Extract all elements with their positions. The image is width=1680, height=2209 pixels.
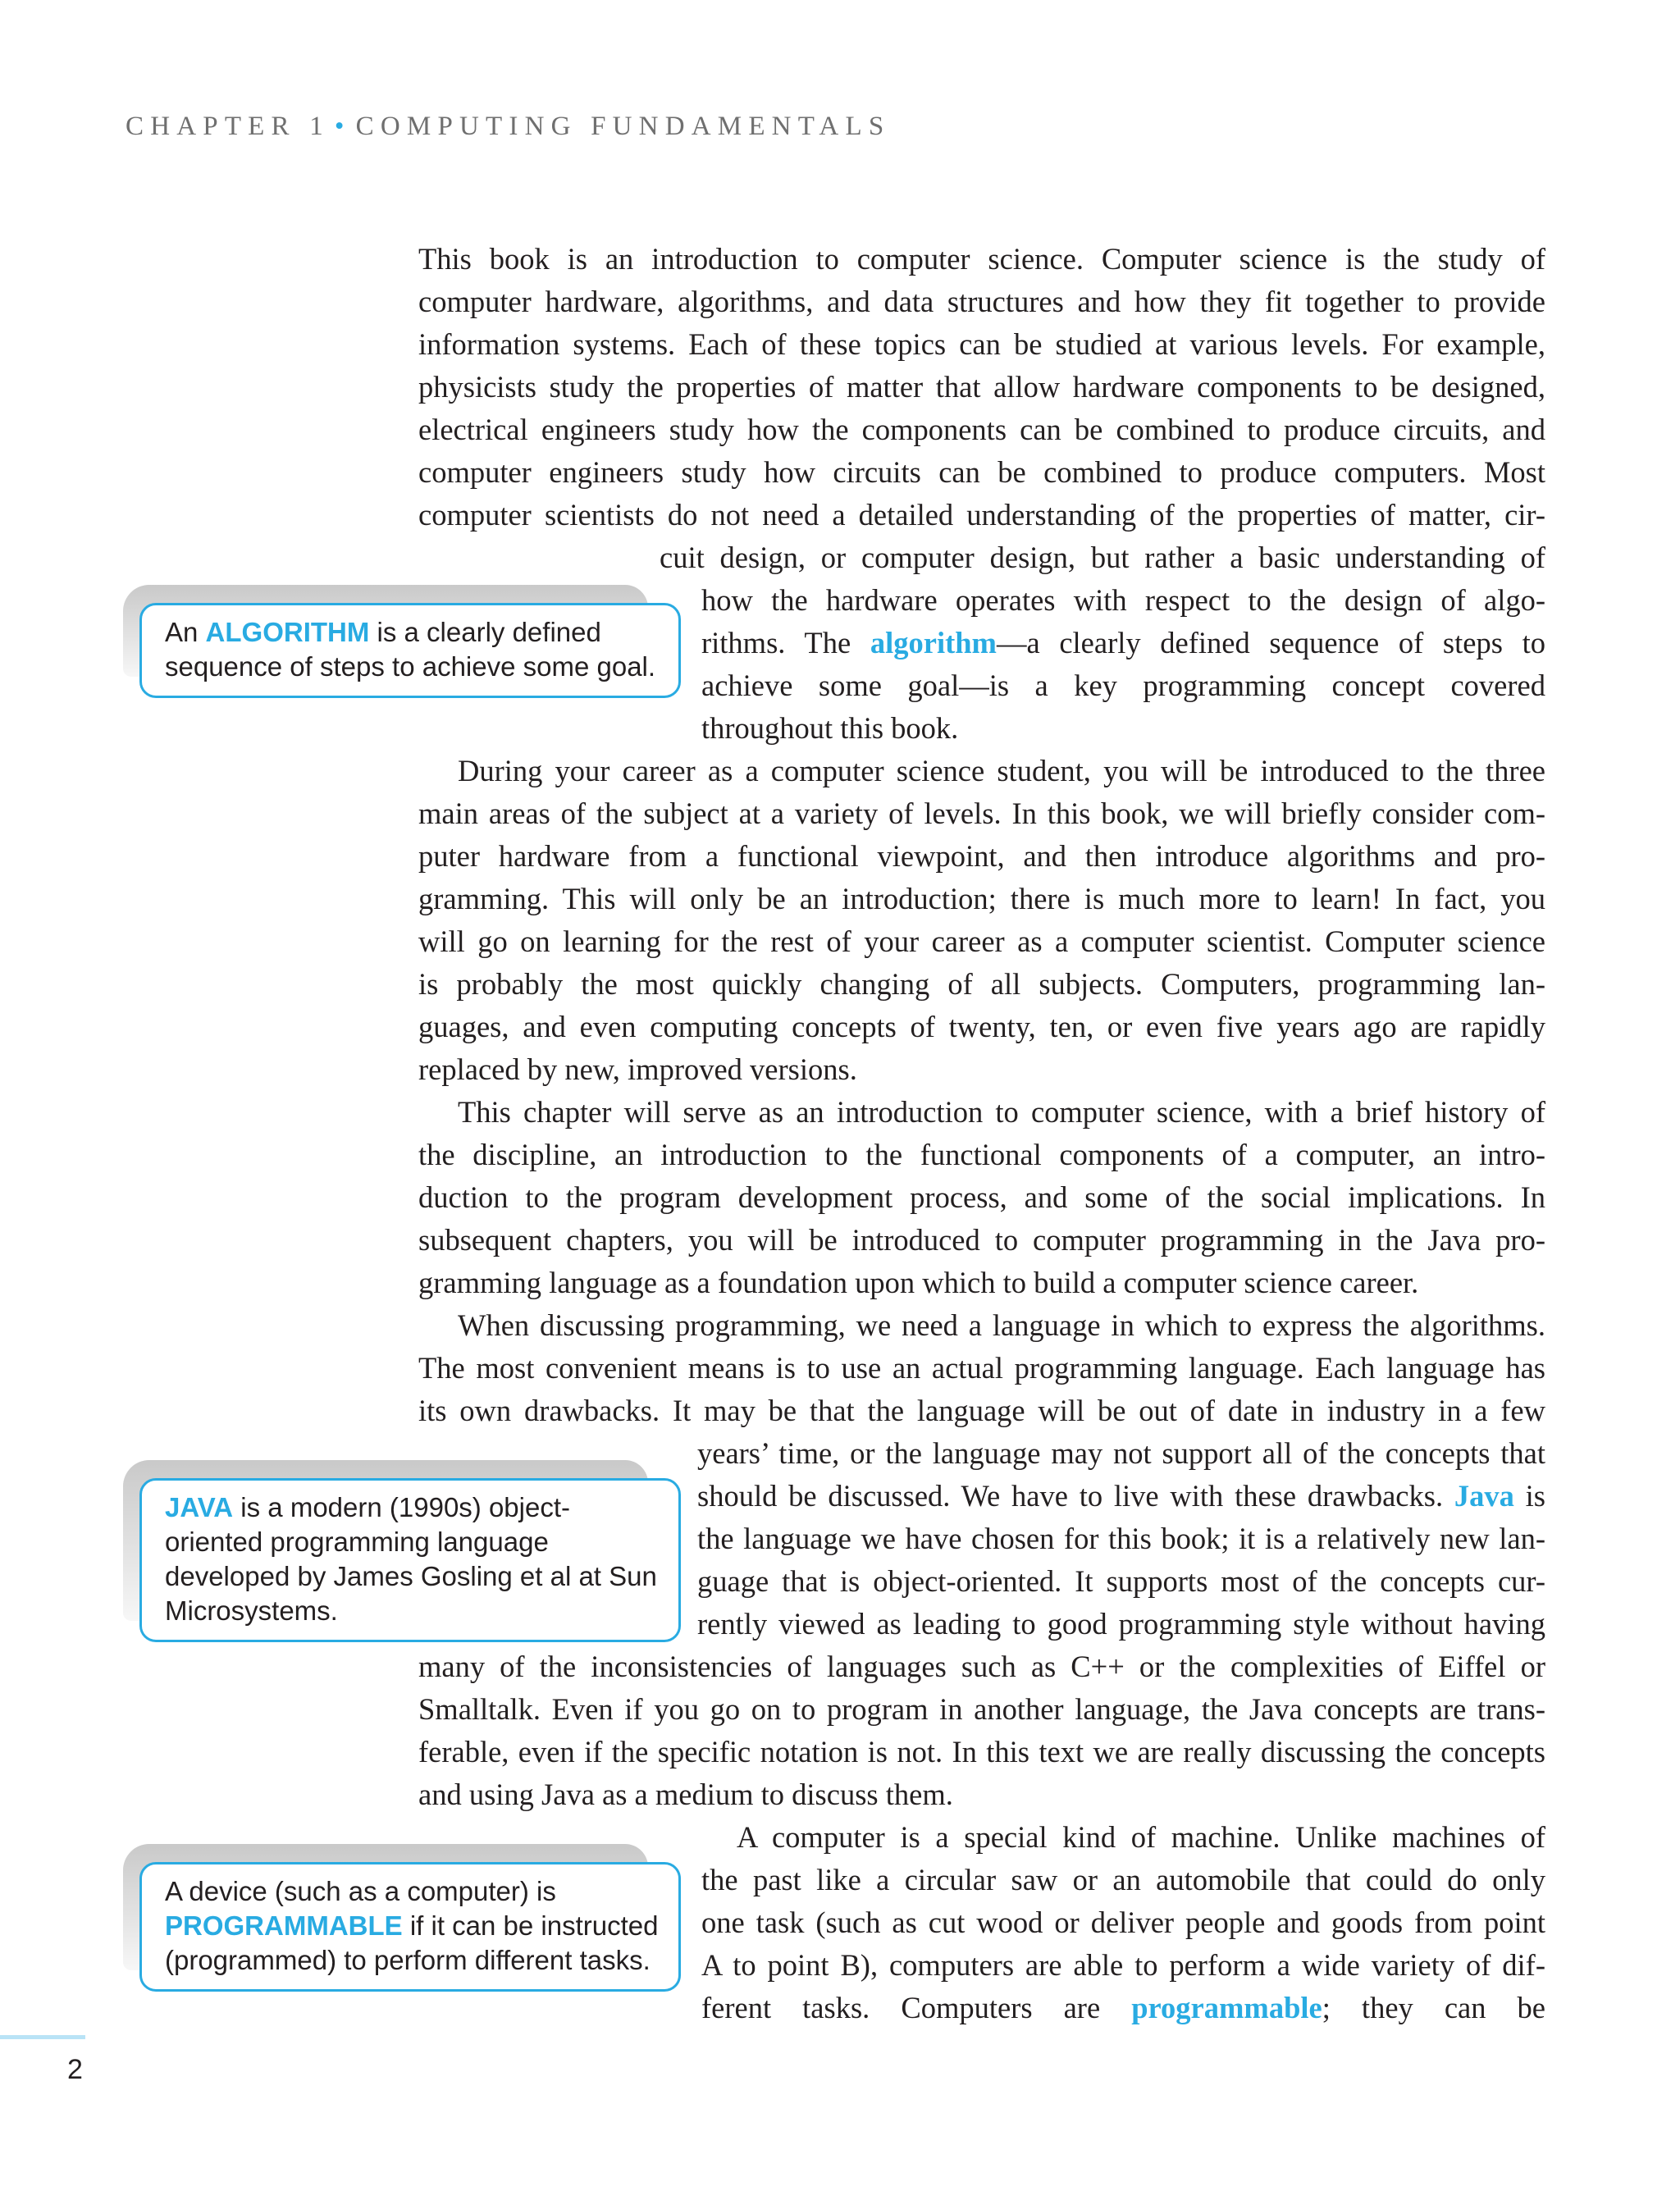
body-line: puter hardware from a functional viewpoint, and then introduce algorithms and pro-: [418, 839, 1545, 873]
body-line: replaced by new, improved versions.: [418, 1052, 857, 1086]
body-line: gramming. This will only be an introduction; there is much more to learn! In fact, you: [418, 882, 1545, 915]
body-text-segment: should be discussed. We have to live with these drawbacks.: [697, 1479, 1454, 1513]
running-header: [126, 112, 890, 142]
body-line: computer hardware, algorithms, and data structures and how they fit together to provide: [418, 285, 1545, 318]
note-text: if it can be instructed (programmed) to perform different tasks.: [165, 1910, 659, 1975]
body-line: During your career as a computer science student, you will be introduced to the three: [458, 754, 1545, 787]
body-line: When discussing programming, we need a language in which to express the algorithms.: [458, 1308, 1545, 1342]
body-line: A to point B), computers are able to perform a wide variety of dif-: [701, 1948, 1545, 1982]
body-text-segment: ferent tasks. Computers are: [701, 1991, 1132, 2024]
body-line: subsequent chapters, you will be introduced to computer programming in the Java pro-: [418, 1223, 1545, 1257]
body-line: computer scientists do not need a detailed understanding of the properties of matter, cir-: [418, 498, 1545, 532]
body-line: cuit design, or computer design, but rather a basic understanding of: [660, 541, 1545, 574]
term-java: Java: [1454, 1479, 1514, 1513]
body-line: The most convenient means is to use an actual programming language. Each language has: [418, 1351, 1545, 1385]
margin-note-programmable: [139, 1862, 681, 1992]
body-line: the past like a circular saw or an automobile that could do only: [701, 1863, 1545, 1896]
margin-note-java: [139, 1478, 681, 1642]
body-line: the discipline, an introduction to the functional components of a computer, an intro-: [418, 1138, 1545, 1171]
note-box: [139, 1478, 681, 1642]
body-line: and using Java as a medium to discuss them.: [418, 1778, 953, 1811]
note-text: A device (such as a computer) is: [165, 1876, 556, 1906]
body-line: physicists study the properties of matter that allow hardware components to be designed,: [418, 370, 1545, 404]
body-line: [701, 622, 1545, 664]
term-programmable: programmable: [1131, 1991, 1322, 2024]
body-line: will go on learning for the rest of your career as a computer scientist. Computer science: [418, 924, 1545, 958]
body-line: Smalltalk. Even if you go on to program in another language, the Java concepts are trans-: [418, 1692, 1545, 1726]
body-text-segment: ; they can be: [1322, 1991, 1545, 2024]
body-text-segment: rithms. The: [701, 626, 870, 660]
header-separator: •: [334, 112, 351, 141]
term-algorithm: algorithm: [870, 626, 997, 660]
body-line: information systems. Each of these topics can be studied at various levels. For example,: [418, 327, 1545, 361]
body-line: is probably the most quickly changing of all subjects. Computers, programming lan-: [418, 967, 1545, 1001]
note-box: [139, 603, 681, 698]
note-text: is a clearly defined sequence of steps to achieve some goal.: [165, 617, 656, 682]
note-term: PROGRAMMABLE: [165, 1910, 403, 1941]
body-line: throughout this book.: [701, 711, 959, 745]
body-line: computer engineers study how circuits can be combined to produce computers. Most: [418, 455, 1545, 489]
body-line: This chapter will serve as an introduction to computer science, with a brief history of: [458, 1095, 1545, 1129]
note-text: is a modern (1990s) object-oriented programming language developed by James Gosling et al at Sun Microsystems.: [165, 1492, 657, 1626]
body-line: ferable, even if the specific notation is not. In this text we are really discussing the concepts: [418, 1735, 1545, 1769]
body-line: its own drawbacks. It may be that the language will be out of date in industry in a few: [418, 1394, 1545, 1427]
chapter-label: CHAPTER 1: [126, 112, 330, 141]
note-box: [139, 1862, 681, 1992]
body-line: how the hardware operates with respect to the design of algo-: [701, 583, 1545, 617]
body-line: A computer is a special kind of machine. Unlike machines of: [737, 1820, 1545, 1854]
body-line: electrical engineers study how the components can be combined to produce circuits, and: [418, 413, 1545, 446]
body-line: duction to the program development process, and some of the social implications. In: [418, 1180, 1545, 1214]
body-line: rently viewed as leading to good programming style without having: [697, 1607, 1545, 1641]
body-line: main areas of the subject at a variety of levels. In this book, we will briefly consider com-: [418, 796, 1545, 830]
chapter-title: COMPUTING FUNDAMENTALS: [355, 112, 891, 141]
body-line: years’ time, or the language may not support all of the concepts that: [697, 1436, 1545, 1470]
body-text-segment: —a clearly defined sequence of steps to: [996, 626, 1545, 660]
note-term: ALGORITHM: [205, 617, 370, 647]
body-line: gramming language as a foundation upon which to build a computer science career.: [418, 1266, 1419, 1299]
body-line: [701, 1987, 1545, 2029]
body-line: one task (such as cut wood or deliver people and goods from point: [701, 1905, 1545, 1939]
body-line: achieve some goal—is a key programming concept covered: [701, 669, 1545, 702]
note-term: JAVA: [165, 1492, 234, 1522]
body-text-segment: is: [1513, 1479, 1545, 1513]
note-text: An: [165, 617, 206, 647]
body-line: [697, 1475, 1545, 1518]
footer-rule: [0, 2035, 85, 2039]
body-line: guage that is object-oriented. It supports most of the concepts cur-: [697, 1564, 1545, 1598]
body-line: guages, and even computing concepts of twenty, ten, or even five years ago are rapidly: [418, 1010, 1545, 1043]
body-line: This book is an introduction to computer science. Computer science is the study of: [418, 242, 1545, 276]
page-number: 2: [67, 2054, 83, 2085]
body-line: many of the inconsistencies of languages such as C++ or the complexities of Eiffel or: [418, 1650, 1545, 1683]
margin-note-algorithm: [139, 603, 681, 698]
body-line: the language we have chosen for this book; it is a relatively new lan-: [697, 1522, 1545, 1555]
